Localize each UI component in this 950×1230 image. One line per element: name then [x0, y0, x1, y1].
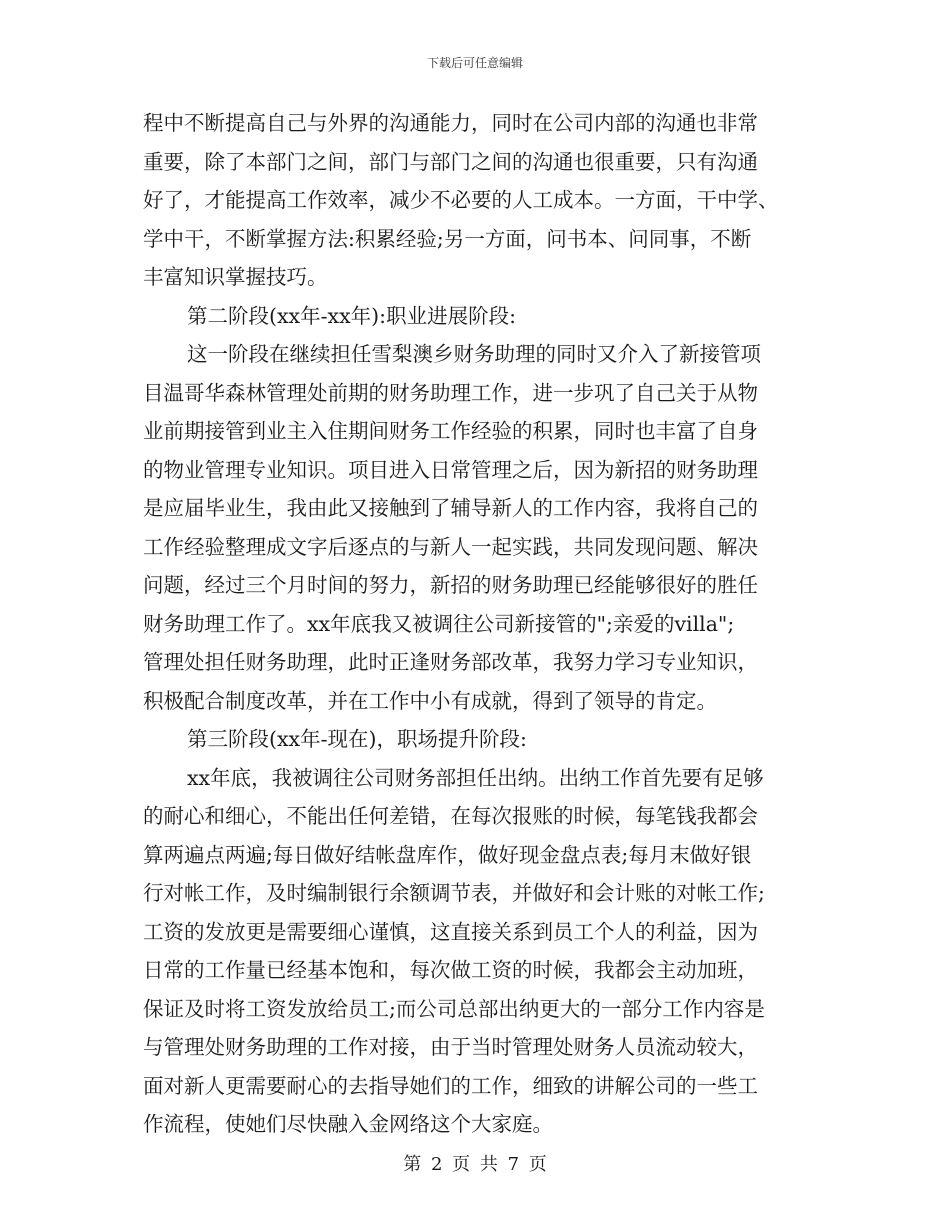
page-number-footer: 第 2 页 共 7 页 — [403, 1154, 547, 1175]
text-line: 保证及时将工资发放给员工;而公司总部出纳更大的一部分工作内容是 — [143, 996, 765, 1021]
text-line: 的耐心和细心，不能出任何差错，在每次报账的时候，每笔钱我都会 — [143, 804, 758, 828]
text-line: 财务助理工作了。xx年底我又被调往公司新接管的";亲爱的villa"; — [143, 611, 735, 636]
text-line: 程中不断提高自己与外界的沟通能力，同时在公司内部的沟通也非常 — [143, 111, 758, 135]
text-line: 好了，才能提高工作效率，减少不必要的人工成本。一方面，干中学、 — [143, 188, 779, 212]
text-line: 算两遍点两遍;每日做好结帐盘库作，做好现金盘点表;每月末做好银 — [143, 842, 752, 867]
text-line: 丰富知识掌握技巧。 — [143, 265, 328, 289]
section-heading: 第二阶段(xx年-xx年):职业进展阶段: — [187, 303, 516, 328]
text-line: 学中干，不断掌握方法:积累经验;另一方面，问书本、问同事，不断 — [143, 226, 752, 251]
text-line: 行对帐工作，及时编制银行余额调节表，并做好和会计账的对帐工作; — [143, 881, 765, 905]
text-line: 与管理处财务助理的工作对接，由于当时管理处财务人员流动较大， — [143, 1035, 758, 1059]
document-body — [143, 104, 807, 1144]
text-line: 作流程，使她们尽快融入金网络这个大家庭。 — [143, 1112, 553, 1136]
text-line: 问题，经过三个月时间的努力，新招的财务助理已经能够很好的胜任 — [143, 573, 758, 597]
text-line: 日常的工作量已经基本饱和，每次做工资的时候，我都会主动加班， — [143, 958, 758, 982]
text-line: 面对新人更需要耐心的去指导她们的工作，细致的讲解公司的一些工 — [143, 1073, 758, 1098]
section-heading: 第三阶段(xx年-现在)，职场提升阶段: — [187, 727, 527, 751]
text-line: 业前期接管到业主入住期间财务工作经验的积累，同时也丰富了自身 — [143, 419, 758, 443]
text-line: 积极配合制度改革，并在工作中小有成就，得到了领导的肯定。 — [143, 688, 717, 713]
text-line: 工作经验整理成文字后逐点的与新人一起实践，共同发现问题、解决 — [143, 534, 758, 559]
text-line: 的物业管理专业知识。项目进入日常管理之后，因为新招的财务助理 — [143, 457, 758, 482]
text-line: xx年底，我被调往公司财务部担任出纳。出纳工作首先要有足够 — [187, 765, 764, 790]
text-line: 重要，除了本部门之间，部门与部门之间的沟通也很重要，只有沟通 — [143, 149, 758, 174]
text-line: 是应届毕业生，我由此又接触到了辅导新人的工作内容，我将自己的 — [143, 496, 758, 520]
text-line: 这一阶段在继续担任雪梨澳乡财务助理的同时又介入了新接管项 — [187, 342, 761, 366]
text-line: 管理处担任财务助理，此时正逢财务部改革，我努力学习专业知识， — [143, 650, 758, 674]
page-header-note: 下载后可任意编辑 — [426, 56, 523, 70]
text-line: 工资的发放更是需要细心谨慎，这直接关系到员工个人的利益，因为 — [143, 919, 758, 944]
text-line: 目温哥华森林管理处前期的财务助理工作，进一步巩了自己关于从物 — [143, 380, 758, 405]
